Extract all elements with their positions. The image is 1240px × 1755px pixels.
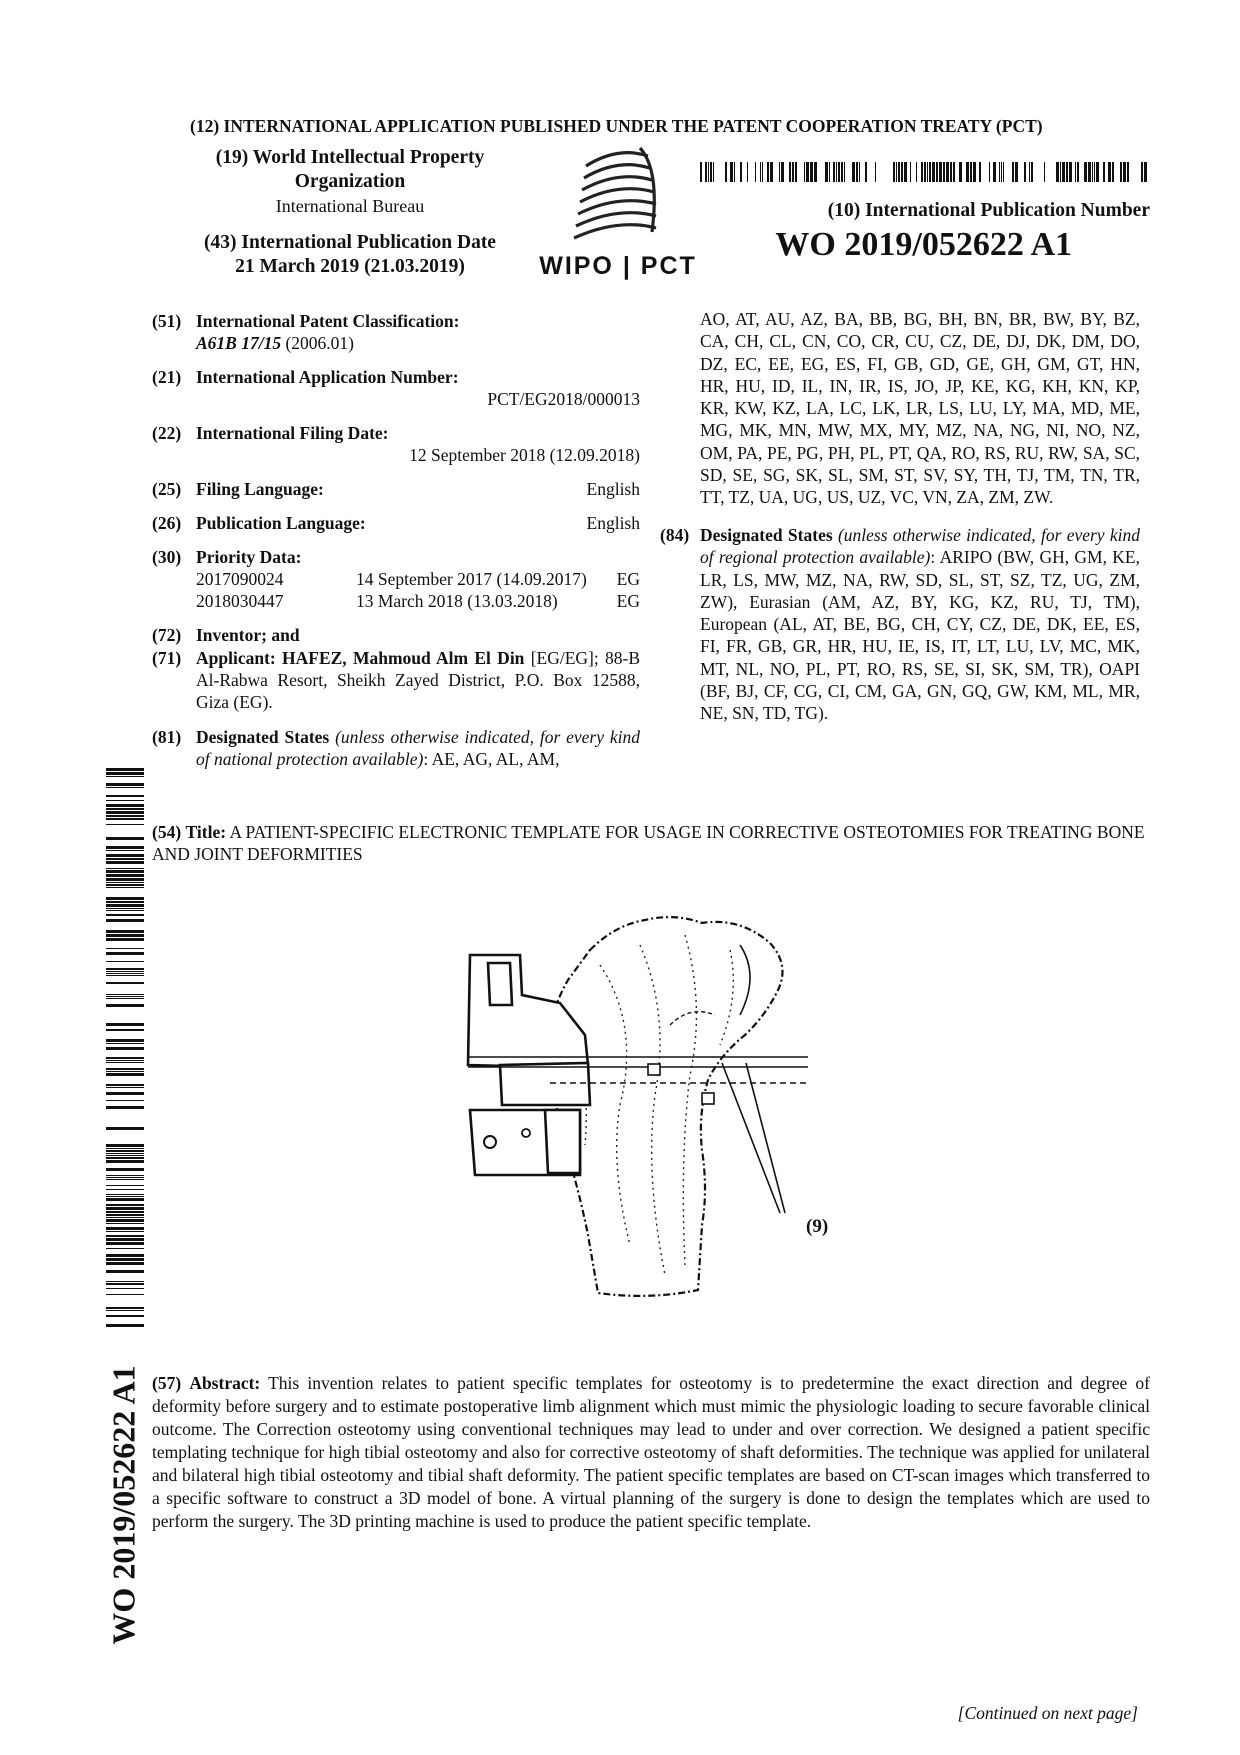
filing-date-section	[152, 422, 640, 466]
barcode-bar	[755, 162, 756, 182]
barcode-bar	[898, 162, 900, 182]
barcode-bar	[838, 162, 840, 182]
barcode-bar	[710, 162, 712, 182]
barcode-bar	[106, 1029, 144, 1031]
barcode-bar	[921, 162, 923, 182]
barcode-bar	[106, 1106, 144, 1109]
barcode-bar	[852, 162, 855, 182]
barcode-bar	[1127, 162, 1129, 182]
barcode-bar	[1092, 162, 1093, 182]
barcode-bar	[1112, 162, 1114, 182]
barcode-bar	[829, 162, 830, 182]
designated-states-regional-note: (unless otherwise indicated, for every kind of regional protection available)	[700, 525, 1140, 568]
applicant-address: [EG/EG]; 88-B Al-Rabwa Resort, Sheikh Zayed District, P.O. Box 12588, Giza (EG).	[196, 648, 641, 712]
barcode-bar	[762, 162, 763, 182]
barcode-bar	[106, 1281, 144, 1282]
barcode-bar	[1056, 162, 1059, 182]
barcode-bar	[1084, 162, 1087, 182]
barcode-bar	[106, 1148, 144, 1149]
barcode-bar	[106, 996, 144, 997]
barcode-bar	[1024, 162, 1026, 182]
inventor-code: (72)	[152, 625, 182, 645]
publication-language-value: English	[586, 513, 640, 533]
barcode-bar	[106, 884, 144, 886]
barcode-bar	[106, 768, 144, 771]
barcode-bar	[950, 162, 952, 182]
barcode-bar	[1015, 162, 1018, 182]
barcode-bar	[106, 1214, 144, 1216]
barcode-bar	[106, 1227, 144, 1230]
abstract-label: Abstract:	[189, 1373, 261, 1393]
title-label: Title:	[185, 822, 227, 842]
barcode-bar	[713, 162, 714, 182]
barcode-bar	[979, 162, 981, 182]
barcode-bar	[106, 1242, 144, 1245]
barcode-bar	[770, 162, 773, 182]
document-type-heading: (12) INTERNATIONAL APPLICATION PUBLISHED UNDER THE PATENT COOPERATION TREATY (PCT)	[190, 116, 1043, 136]
publication-date-value: 21 March 2019 (21.03.2019)	[235, 256, 465, 277]
barcode-bar	[106, 1198, 144, 1201]
barcode-bar	[106, 818, 144, 820]
barcode-bar	[106, 1254, 144, 1257]
barcode-bar	[929, 162, 931, 182]
application-number-value: PCT/EG2018/000013	[487, 389, 640, 409]
barcode-bar	[106, 1189, 144, 1190]
barcode-bar	[106, 1262, 144, 1265]
application-number-label: International Application Number:	[196, 367, 459, 387]
barcode-bar	[106, 1023, 144, 1026]
barcode-bar	[999, 162, 1000, 182]
barcode-bar	[106, 837, 144, 840]
barcode-bar	[106, 815, 144, 817]
application-number-code: (21)	[152, 367, 182, 387]
applicant-label: Applicant:	[196, 648, 276, 668]
ipc-class: A61B 17/15	[196, 333, 282, 353]
barcode-bar	[789, 162, 791, 182]
barcode-bar	[779, 162, 780, 182]
title-code: (54)	[152, 822, 182, 842]
filing-language-label: Filing Language:	[196, 479, 324, 499]
barcode-bar	[1029, 162, 1030, 182]
barcode-bar	[844, 162, 845, 182]
barcode-bar	[106, 908, 144, 909]
barcode-bar	[893, 162, 895, 182]
barcode-bar	[966, 162, 969, 182]
priority-entry	[152, 568, 640, 590]
barcode-bar	[705, 162, 707, 182]
barcode-bar	[859, 162, 860, 182]
barcode-bar	[708, 162, 709, 182]
barcode-bar	[106, 868, 144, 869]
barcode-bar	[973, 162, 976, 182]
barcode-bar	[106, 1288, 144, 1289]
barcode-bar	[106, 878, 144, 881]
barcode-bar	[106, 850, 144, 851]
barcode-bar	[106, 1238, 144, 1241]
ipc-version: (2006.01)	[285, 333, 354, 353]
barcode-bar	[1060, 162, 1061, 182]
barcode-bar	[106, 1223, 144, 1224]
filing-date-value: 12 September 2018 (12.09.2018)	[409, 445, 640, 465]
barcode-bar	[106, 1153, 144, 1154]
barcode-bar	[106, 930, 144, 933]
vertical-barcode-icon	[106, 768, 144, 1330]
barcode-bar	[106, 1294, 144, 1295]
priority-data-code: (30)	[152, 547, 182, 567]
designated-states-regional-section	[660, 524, 1140, 725]
barcode-bar	[1108, 162, 1111, 182]
barcode-bar	[865, 162, 867, 182]
barcode-bar	[106, 1060, 144, 1061]
barcode-bar	[106, 1168, 144, 1171]
barcode-bar	[106, 1196, 144, 1197]
designated-states-national-note: (unless otherwise indicated, for every kind of national protection available)	[196, 727, 641, 769]
priority-data-label: Priority Data:	[196, 547, 302, 567]
barcode-bar	[106, 904, 144, 907]
barcode-bar	[106, 1160, 144, 1163]
barcode-bar	[939, 162, 942, 182]
barcode-bar	[896, 162, 897, 182]
barcode-bar	[833, 162, 835, 182]
publication-language-section	[152, 512, 640, 534]
barcode-bar	[106, 914, 144, 916]
barcode-bar	[106, 938, 144, 941]
designated-states-regional-text: : ARIPO (BW, GH, GM, KE, LR, LS, MW, MZ, NA, RW, SD, SL, ST, SZ, TZ, UG, ZM, ZW), Eurasian (AM, AZ, BY, KG, KZ, RU, TJ, TM), European (AL, AT, BE, BG, CH, CY, CZ, DE, DK, EE, ES, FI, FR, GB, GR, HR, HU, IE, IS, IT, LT, LU, LV, MC, MK, MT, NL, NO, PL, PT, RO, RS, SE, SI, SK, SM, TR), OAPI (BF, BJ, CF, CG, CI, CM, GA, GN, GQ, GW, KM, ML, MR, NE, SN, TD, TG).	[700, 547, 1140, 724]
barcode-bar	[106, 1235, 144, 1237]
inventor-label: Inventor; and	[196, 625, 300, 645]
barcode-bar	[106, 1092, 144, 1095]
continued-note: [Continued on next page]	[957, 1703, 1138, 1723]
barcode-bar	[106, 1039, 144, 1042]
barcode-bar	[1103, 162, 1105, 182]
barcode-bar	[106, 787, 144, 788]
bone-outline	[548, 917, 782, 1296]
barcode-bar	[989, 162, 990, 182]
barcode-bar	[106, 1217, 144, 1218]
barcode-bar	[106, 982, 144, 984]
barcode-bar	[936, 162, 938, 182]
patent-drawing-bone-template	[440, 905, 900, 1345]
publication-number-label: (10) International Publication Number	[827, 200, 1150, 221]
barcode-bar	[106, 808, 144, 810]
application-number-section	[152, 366, 640, 410]
barcode-bar	[106, 1204, 144, 1206]
filing-language-code: (25)	[152, 479, 182, 499]
barcode-bar	[106, 1071, 144, 1072]
barcode-bar	[106, 1179, 144, 1180]
barcode-bar	[106, 1231, 144, 1232]
barcode-bar	[106, 772, 144, 775]
publication-date-label: (43) International Publication Date	[204, 232, 496, 253]
barcode-bar	[747, 162, 748, 182]
barcode-bar	[725, 162, 727, 182]
barcode-bar	[1001, 162, 1002, 182]
figure-reference-label: (9)	[806, 1216, 829, 1237]
barcode-bar	[700, 162, 702, 182]
title-section	[152, 821, 1152, 865]
priority-number: 2018030447	[196, 591, 284, 611]
barcode-bar	[806, 162, 809, 182]
applicant-section	[152, 647, 640, 713]
barcode-bar	[953, 162, 955, 182]
applicant-code: (71)	[152, 648, 182, 668]
barcode-bar	[993, 162, 996, 182]
barcode-bar	[106, 1283, 144, 1285]
barcode-bar	[1088, 162, 1091, 182]
organization-name-line1: (19) World Intellectual Property	[215, 147, 485, 168]
barcode-bar	[875, 162, 876, 182]
barcode-bar	[106, 1043, 144, 1044]
barcode-bar	[904, 162, 907, 182]
inventor-section	[152, 624, 640, 646]
ipc-code: (51)	[152, 311, 182, 331]
barcode-bar	[106, 1127, 144, 1130]
barcode-bar	[1044, 162, 1045, 182]
barcode-bar	[106, 1207, 144, 1210]
barcode-bar	[106, 1175, 144, 1176]
barcode-bar	[106, 975, 144, 976]
barcode-bar	[106, 1084, 144, 1086]
barcode-bar	[106, 1087, 144, 1088]
barcode-bar	[106, 1315, 144, 1317]
barcode-bar	[106, 858, 144, 860]
barcode-bar	[1003, 162, 1004, 182]
barcode-bar	[106, 1324, 144, 1327]
barcode-bar	[856, 162, 858, 182]
barcode-bar	[792, 162, 794, 182]
barcode-bar	[106, 1150, 144, 1152]
barcode-bar	[825, 162, 828, 182]
barcode-icon	[700, 162, 1150, 182]
barcode-bar	[106, 846, 144, 849]
designated-states-national-section	[152, 726, 640, 770]
barcode-bar	[1123, 162, 1126, 182]
barcode-bar	[106, 1310, 144, 1311]
barcode-bar	[1075, 162, 1076, 182]
barcode-bar	[767, 162, 769, 182]
barcode-bar	[106, 1185, 144, 1186]
barcode-bar	[106, 804, 144, 807]
barcode-bar	[106, 1194, 144, 1195]
barcode-bar	[106, 934, 144, 937]
filing-date-label: International Filing Date:	[196, 423, 389, 443]
publication-number-value: WO 2019/052622 A1	[775, 226, 1072, 263]
barcode-bar	[106, 882, 144, 883]
barcode-bar	[781, 162, 784, 182]
barcode-bar	[106, 1270, 144, 1273]
designated-states-national-label: Designated States	[196, 727, 330, 747]
barcode-bar	[1094, 162, 1095, 182]
priority-number: 2017090024	[196, 569, 284, 589]
barcode-bar	[946, 162, 949, 182]
barcode-bar	[810, 162, 813, 182]
priority-date: 13 March 2018 (13.03.2018)	[356, 591, 558, 611]
designated-states-national-code: (81)	[152, 727, 182, 747]
barcode-bar	[106, 971, 144, 972]
designated-states-national-start: : AE, AG, AL, AM,	[423, 749, 560, 769]
barcode-bar	[106, 1057, 144, 1059]
barcode-bar	[910, 162, 911, 182]
barcode-bar	[730, 162, 733, 182]
barcode-bar	[106, 1100, 144, 1101]
barcode-bar	[106, 1144, 144, 1147]
barcode-bar	[1096, 162, 1099, 182]
abstract-section	[152, 1372, 1150, 1533]
barcode-bar	[106, 1004, 144, 1007]
designated-states-national-continued: AO, AT, AU, AZ, BA, BB, BG, BH, BN, BR, BW, BY, BZ, CA, CH, CL, CN, CO, CR, CU, CZ, DE, DJ, DK, DM, DO, DZ, EC, EE, EG, ES, FI, GB, GD, GE, GH, GM, GT, HN, HR, HU, ID, IL, IN, IR, IS, JO, JP, KE, KG, KH, KN, KP, KR, KW, KZ, LA, LC, LK, LR, LS, LU, LY, MA, MD, ME, MG, MK, MN, MW, MX, MY, MZ, NA, NG, NI, NO, NZ, OM, PA, PE, PG, PH, PL, PT, QA, RO, RS, RU, RW, SA, SC, SD, SE, SG, SK, SL, SM, ST, SV, SY, TH, TJ, TM, TN, TR, TT, TZ, UA, UG, US, UZ, VC, VN, ZA, ZM, ZW.	[700, 309, 1140, 508]
barcode-bar	[1144, 162, 1147, 182]
barcode-bar	[106, 1211, 144, 1213]
barcode-bar	[1069, 162, 1072, 182]
barcode-bar	[916, 162, 917, 182]
barcode-bar	[106, 998, 144, 999]
barcode-bar	[1031, 162, 1033, 182]
barcode-bar	[106, 1073, 144, 1076]
priority-country: EG	[616, 569, 640, 589]
ipc-section	[152, 310, 640, 354]
abstract-text: This invention relates to patient specific templates for osteotomy is to predetermine the exact direction and degree of deformity before surgery and to estimate postoperative limb alignment which must mimic the physiologic loading to secure favorable clinical outcome. The Correction osteotomy using conventional techniques may lead to under and over correction. We designed a patient specific templating technique for high tibial osteotomy and also for corrective osteotomy of shaft deformities. The technique was applied for unilateral and bilateral high tibial osteotomy and tibial shaft deformity. The patient specific templates are based on CT-scan images which transferred to a specific software to construct a 3D model of bone. A virtual planning of the surgery is done to design the templates which are used to perform the surgery. The 3D printing machine is used to produce the patient specific template.	[152, 1373, 1151, 1531]
filing-date-code: (22)	[152, 423, 182, 443]
barcode-bar	[106, 887, 144, 888]
designated-states-regional-label: Designated States	[700, 525, 833, 545]
organization-name	[190, 146, 510, 194]
barcode-bar	[804, 162, 805, 182]
barcode-bar	[106, 1062, 144, 1063]
barcode-bar	[1120, 162, 1122, 182]
barcode-bar	[959, 162, 962, 182]
barcode-bar	[1012, 162, 1014, 182]
publication-language-label: Publication Language:	[196, 513, 366, 533]
barcode-bar	[106, 854, 144, 857]
barcode-bar	[106, 1248, 144, 1249]
bone-texture	[575, 935, 733, 1275]
barcode-bar	[760, 162, 761, 182]
barcode-bar	[901, 162, 903, 182]
barcode-bar	[106, 874, 144, 877]
barcode-bar	[932, 162, 935, 182]
barcode-bar	[106, 870, 144, 873]
barcode-bar	[927, 162, 928, 182]
barcode-bar	[106, 795, 144, 797]
barcode-bar	[841, 162, 843, 182]
barcode-bar	[106, 811, 144, 814]
barcode-bar	[106, 1258, 144, 1261]
barcode-bar	[795, 162, 797, 182]
barcode-bar	[734, 162, 735, 182]
side-publication-number-text: WO 2019/052622 A1	[105, 1365, 142, 1645]
priority-data-section	[152, 546, 640, 612]
barcode-bar	[106, 1047, 144, 1050]
barcode-bar	[1066, 162, 1068, 182]
barcode-bar	[106, 783, 144, 786]
barcode-bar	[106, 1157, 144, 1159]
barcode-bar	[836, 162, 837, 182]
barcode-bar	[106, 994, 144, 995]
filing-language-section	[152, 478, 640, 500]
barcode-bar	[106, 919, 144, 922]
barcode-bar	[1077, 162, 1079, 182]
barcode-bar	[970, 162, 972, 182]
barcode-bar	[106, 824, 144, 825]
organization-name-line2: Organization	[294, 171, 406, 192]
priority-date: 14 September 2017 (14.09.2017)	[356, 569, 587, 589]
applicant-name: HAFEZ, Mahmoud Alm El Din	[282, 648, 525, 668]
barcode-bar	[106, 973, 144, 974]
barcode-bar	[106, 861, 144, 864]
barcode-bar	[106, 800, 144, 801]
abstract-code: (57)	[152, 1373, 182, 1393]
barcode-bar	[1062, 162, 1065, 182]
barcode-bar	[106, 1155, 144, 1156]
bureau-name: International Bureau	[275, 196, 425, 216]
barcode-bar	[106, 776, 144, 777]
barcode-bar	[106, 1177, 144, 1178]
barcode-bar	[106, 910, 144, 911]
barcode-bar	[943, 162, 945, 182]
publication-language-code: (26)	[152, 513, 182, 533]
title-text: A PATIENT-SPECIFIC ELECTRONIC TEMPLATE FOR USAGE IN CORRECTIVE OSTEOTOMIES FOR TREATING BONE AND JOINT DEFORMITIES	[152, 822, 1145, 864]
barcode-bar	[106, 952, 144, 955]
designated-states-regional-code: (84)	[660, 525, 690, 545]
barcode-bar	[106, 1068, 144, 1070]
barcode-bar	[740, 162, 742, 182]
wipo-pct-logo-text: WIPO | PCT	[539, 252, 697, 280]
barcode-bar	[106, 901, 144, 903]
barcode-bar	[106, 968, 144, 970]
ipc-label: International Patent Classification:	[196, 311, 460, 331]
barcode-bar	[106, 948, 144, 949]
barcode-bar	[106, 897, 144, 900]
barcode-bar	[924, 162, 926, 182]
filing-language-value: English	[586, 479, 640, 499]
priority-country: EG	[616, 591, 640, 611]
priority-entry	[152, 590, 640, 612]
barcode-bar	[106, 961, 144, 962]
barcode-bar	[106, 1219, 144, 1222]
barcode-bar	[106, 1307, 144, 1309]
barcode-bar	[814, 162, 817, 182]
barcode-bar	[1141, 162, 1143, 182]
